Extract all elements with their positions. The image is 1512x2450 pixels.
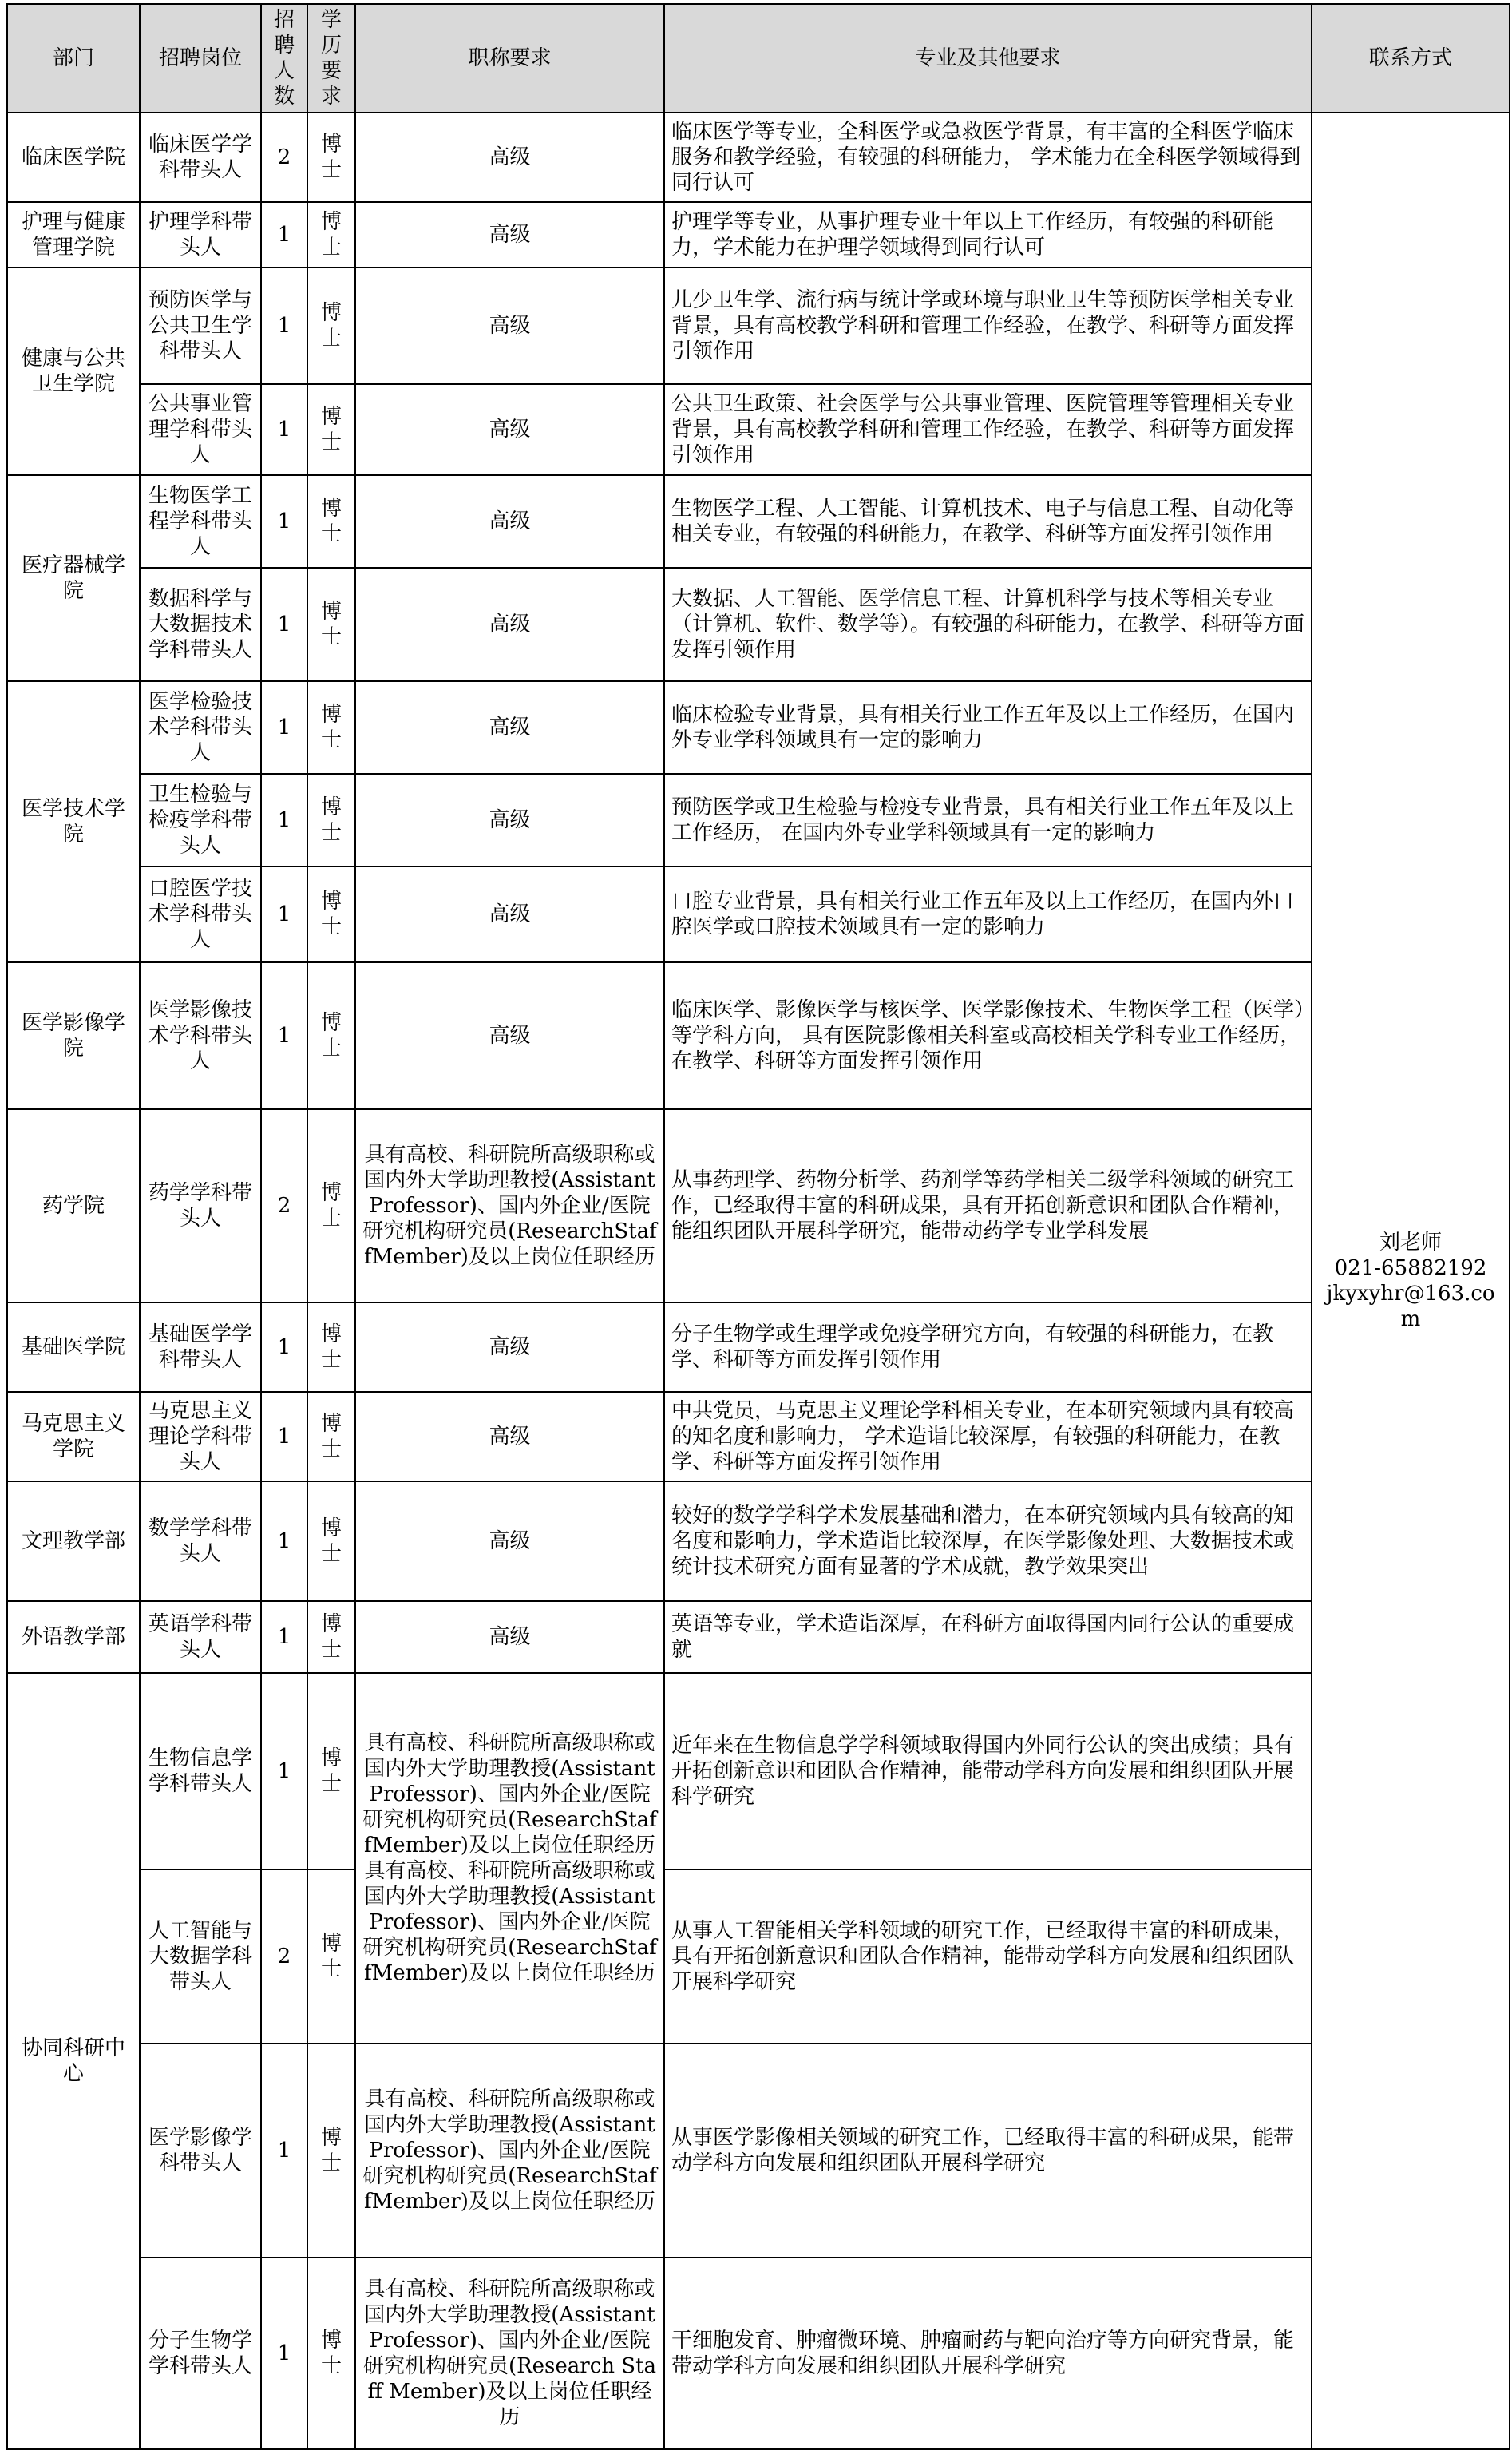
post-cell: 马克思主义理论学科带头人 — [140, 1392, 261, 1481]
education-cell: 博士 — [307, 1302, 355, 1392]
dept-cell: 外语教学部 — [7, 1601, 140, 1673]
count-cell: 1 — [261, 1392, 307, 1481]
title-req-cell: 高级 — [355, 866, 664, 962]
education-cell: 博士 — [307, 268, 355, 384]
contact-name: 刘老师 — [1379, 1231, 1442, 1255]
post-cell: 基础医学学科带头人 — [140, 1302, 261, 1392]
education-cell: 博士 — [307, 384, 355, 475]
title-req-cell: 具有高校、科研院所高级职称或国内外大学助理教授(Assistant Professor)、国内外企业/医院研究机构研究员(Research Staff Member)及以上岗位任职经历 — [355, 2258, 664, 2449]
other-req-cell: 从事人工智能相关学科领域的研究工作，已经取得丰富的科研成果，具有开拓创新意识和团队合作精神，能带动学科方向发展和组织团队开展科学研究 — [664, 1869, 1312, 2044]
dept-cell: 护理与健康管理学院 — [7, 202, 140, 268]
title-req-cell: 具有高校、科研院所高级职称或国内外大学助理教授(AssistantProfessor)、国内外企业/医院研究机构研究员(ResearchStaffMember)及以上岗位任职经历具有高校、科研院所高级职称或国内外大学助理教授(Assistant Professor)、国内外企业/医院研究机构研究员(ResearchStaffMember)及以上岗位任职经历 — [355, 1673, 664, 2044]
education-cell: 博士 — [307, 1673, 355, 1869]
header-dept: 部门 — [7, 4, 140, 113]
header-post: 招聘岗位 — [140, 4, 261, 113]
education-cell: 博士 — [307, 1481, 355, 1601]
table-row — [7, 475, 1510, 568]
other-req-cell: 分子生物学或生理学或免疫学研究方向，有较强的科研能力，在教学、科研等方面发挥引领作用 — [664, 1302, 1312, 1392]
dept-cell: 文理教学部 — [7, 1481, 140, 1601]
post-cell: 护理学科带头人 — [140, 202, 261, 268]
table-row — [7, 1673, 1510, 1869]
dept-cell: 医学影像学院 — [7, 962, 140, 1109]
post-cell: 英语学科带头人 — [140, 1601, 261, 1673]
table-row — [7, 1481, 1510, 1601]
count-cell: 2 — [261, 113, 307, 202]
title-req-cell: 高级 — [355, 268, 664, 384]
count-cell: 1 — [261, 268, 307, 384]
other-req-cell: 大数据、人工智能、医学信息工程、计算机科学与技术等相关专业（计算机、软件、数学等）。有较强的科研能力，在教学、科研等方面发挥引领作用 — [664, 568, 1312, 681]
other-req-cell: 从事医学影像相关领域的研究工作，已经取得丰富的科研成果，能带动学科方向发展和组织团队开展科学研究 — [664, 2044, 1312, 2258]
post-cell: 临床医学学科带头人 — [140, 113, 261, 202]
title-req-cell: 高级 — [355, 774, 664, 866]
education-cell: 博士 — [307, 113, 355, 202]
table-row — [7, 1109, 1510, 1302]
count-cell: 1 — [261, 1481, 307, 1601]
education-cell: 博士 — [307, 774, 355, 866]
table-row — [7, 568, 1510, 681]
table-row — [7, 2258, 1510, 2449]
count-cell: 1 — [261, 1601, 307, 1673]
count-cell: 1 — [261, 202, 307, 268]
count-cell: 2 — [261, 1869, 307, 2044]
other-req-cell: 近年来在生物信息学学科领域取得国内外同行公认的突出成绩；具有开拓创新意识和团队合作精神，能带动学科方向发展和组织团队开展科学研究 — [664, 1673, 1312, 1869]
dept-cell: 协同科研中心 — [7, 1673, 140, 2449]
other-req-cell: 生物医学工程、人工智能、计算机技术、电子与信息工程、自动化等相关专业，有较强的科研能力，在教学、科研等方面发挥引领作用 — [664, 475, 1312, 568]
count-cell: 1 — [261, 866, 307, 962]
post-cell: 生物信息学学科带头人 — [140, 1673, 261, 1869]
title-req-cell: 高级 — [355, 568, 664, 681]
dept-cell: 临床医学院 — [7, 113, 140, 202]
post-cell: 数学学科带头人 — [140, 1481, 261, 1601]
count-cell: 2 — [261, 1109, 307, 1302]
title-req-cell: 高级 — [355, 962, 664, 1109]
education-cell: 博士 — [307, 1601, 355, 1673]
table-row — [7, 1302, 1510, 1392]
other-req-cell: 口腔专业背景，具有相关行业工作五年及以上工作经历，在国内外口腔医学或口腔技术领域具有一定的影响力 — [664, 866, 1312, 962]
count-cell: 1 — [261, 774, 307, 866]
education-cell: 博士 — [307, 1392, 355, 1481]
count-cell: 1 — [261, 681, 307, 774]
header-title-req: 职称要求 — [355, 4, 664, 113]
table-row — [7, 1601, 1510, 1673]
other-req-cell: 中共党员，马克思主义理论学科相关专业，在本研究领域内具有较高的知名度和影响力， 学术造诣比较深厚，有较强的科研能力，在教学、科研等方面发挥引领作用 — [664, 1392, 1312, 1481]
post-cell: 卫生检验与检疫学科带头人 — [140, 774, 261, 866]
count-cell: 1 — [261, 568, 307, 681]
header-contact: 联系方式 — [1312, 4, 1510, 113]
other-req-cell: 临床检验专业背景，具有相关行业工作五年及以上工作经历，在国内外专业学科领域具有一定的影响力 — [664, 681, 1312, 774]
table-row — [7, 962, 1510, 1109]
title-req-cell: 高级 — [355, 681, 664, 774]
table-row — [7, 384, 1510, 475]
other-req-cell: 公共卫生政策、社会医学与公共事业管理、医院管理等管理相关专业背景，具有高校教学科研和管理工作经验，在教学、科研等方面发挥引领作用 — [664, 384, 1312, 475]
other-req-cell: 干细胞发育、肿瘤微环境、肿瘤耐药与靶向治疗等方向研究背景，能带动学科方向发展和组织团队开展科学研究 — [664, 2258, 1312, 2449]
education-cell: 博士 — [307, 1109, 355, 1302]
dept-cell: 药学院 — [7, 1109, 140, 1302]
title-req-cell: 具有高校、科研院所高级职称或国内外大学助理教授(AssistantProfessor)、国内外企业/医院研究机构研究员(ResearchStaffMember)及以上岗位任职经历 — [355, 2044, 664, 2258]
post-cell: 人工智能与大数据学科带头人 — [140, 1869, 261, 2044]
table-row — [7, 1392, 1510, 1481]
header-education: 学历要求 — [307, 4, 355, 113]
title-req-cell: 高级 — [355, 1601, 664, 1673]
education-cell: 博士 — [307, 866, 355, 962]
other-req-cell: 临床医学等专业，全科医学或急救医学背景，有丰富的全科医学临床服务和教学经验，有较强的科研能力， 学术能力在全科医学领域得到同行认可 — [664, 113, 1312, 202]
table-row — [7, 681, 1510, 774]
post-cell: 生物医学工程学科带头人 — [140, 475, 261, 568]
post-cell: 口腔医学技术学科带头人 — [140, 866, 261, 962]
post-cell: 分子生物学学科带头人 — [140, 2258, 261, 2449]
other-req-cell: 临床医学、影像医学与核医学、医学影像技术、生物医学工程（医学）等学科方向， 具有医院影像相关科室或高校相关学科专业工作经历，在教学、科研等方面发挥引领作用 — [664, 962, 1312, 1109]
post-cell: 医学检验技术学科带头人 — [140, 681, 261, 774]
title-req-cell: 高级 — [355, 1302, 664, 1392]
dept-cell: 医学技术学院 — [7, 681, 140, 962]
table-row — [7, 2044, 1510, 2258]
dept-cell: 基础医学院 — [7, 1302, 140, 1392]
education-cell: 博士 — [307, 568, 355, 681]
table-row — [7, 113, 1510, 202]
count-cell: 1 — [261, 2258, 307, 2449]
dept-cell: 医疗器械学院 — [7, 475, 140, 681]
post-cell: 药学学科带头人 — [140, 1109, 261, 1302]
title-req-cell: 高级 — [355, 475, 664, 568]
education-cell: 博士 — [307, 962, 355, 1109]
header-row — [7, 4, 1510, 113]
other-req-cell: 儿少卫生学、流行病与统计学或环境与职业卫生等预防医学相关专业背景，具有高校教学科研和管理工作经验，在教学、科研等方面发挥引领作用 — [664, 268, 1312, 384]
title-req-cell: 高级 — [355, 1392, 664, 1481]
table-row — [7, 774, 1510, 866]
title-req-cell: 高级 — [355, 113, 664, 202]
recruitment-table — [6, 3, 1510, 2450]
header-other-req: 专业及其他要求 — [664, 4, 1312, 113]
education-cell: 博士 — [307, 475, 355, 568]
post-cell: 医学影像技术学科带头人 — [140, 962, 261, 1109]
contact-cell — [1312, 113, 1510, 2449]
dept-cell: 健康与公共卫生学院 — [7, 268, 140, 475]
dept-cell: 马克思主义学院 — [7, 1392, 140, 1481]
count-cell: 1 — [261, 962, 307, 1109]
education-cell: 博士 — [307, 681, 355, 774]
count-cell: 1 — [261, 384, 307, 475]
header-count: 招聘人数 — [261, 4, 307, 113]
title-req-cell: 高级 — [355, 1481, 664, 1601]
table-row — [7, 1869, 1510, 2044]
contact-phone: 021-65882192 — [1334, 1256, 1487, 1280]
post-cell: 公共事业管理学科带头人 — [140, 384, 261, 475]
title-req-cell: 高级 — [355, 384, 664, 475]
count-cell: 1 — [261, 1673, 307, 1869]
other-req-cell: 护理学等专业，从事护理专业十年以上工作经历，有较强的科研能力，学术能力在护理学领域得到同行认可 — [664, 202, 1312, 268]
count-cell: 1 — [261, 2044, 307, 2258]
table-row — [7, 268, 1510, 384]
education-cell: 博士 — [307, 2258, 355, 2449]
contact-email: jkyxyhr@163.com — [1326, 1282, 1495, 1331]
education-cell: 博士 — [307, 1869, 355, 2044]
title-req-cell: 高级 — [355, 202, 664, 268]
post-cell: 预防医学与公共卫生学科带头人 — [140, 268, 261, 384]
table-row — [7, 866, 1510, 962]
other-req-cell: 预防医学或卫生检验与检疫专业背景，具有相关行业工作五年及以上工作经历， 在国内外专业学科领域具有一定的影响力 — [664, 774, 1312, 866]
other-req-cell: 从事药理学、药物分析学、药剂学等药学相关二级学科领域的研究工作，已经取得丰富的科研成果，具有开拓创新意识和团队合作精神，能组织团队开展科学研究，能带动药学专业学科发展 — [664, 1109, 1312, 1302]
title-req-cell: 具有高校、科研院所高级职称或国内外大学助理教授(AssistantProfessor)、国内外企业/医院研究机构研究员(ResearchStaffMember)及以上岗位任职经历 — [355, 1109, 664, 1302]
post-cell: 医学影像学科带头人 — [140, 2044, 261, 2258]
post-cell: 数据科学与大数据技术学科带头人 — [140, 568, 261, 681]
education-cell: 博士 — [307, 2044, 355, 2258]
other-req-cell: 英语等专业，学术造诣深厚，在科研方面取得国内同行公认的重要成就 — [664, 1601, 1312, 1673]
other-req-cell: 较好的数学学科学术发展基础和潜力，在本研究领域内具有较高的知名度和影响力，学术造诣比较深厚，在医学影像处理、大数据技术或统计技术研究方面有显著的学术成就，教学效果突出 — [664, 1481, 1312, 1601]
count-cell: 1 — [261, 475, 307, 568]
education-cell: 博士 — [307, 202, 355, 268]
count-cell: 1 — [261, 1302, 307, 1392]
table-row — [7, 202, 1510, 268]
